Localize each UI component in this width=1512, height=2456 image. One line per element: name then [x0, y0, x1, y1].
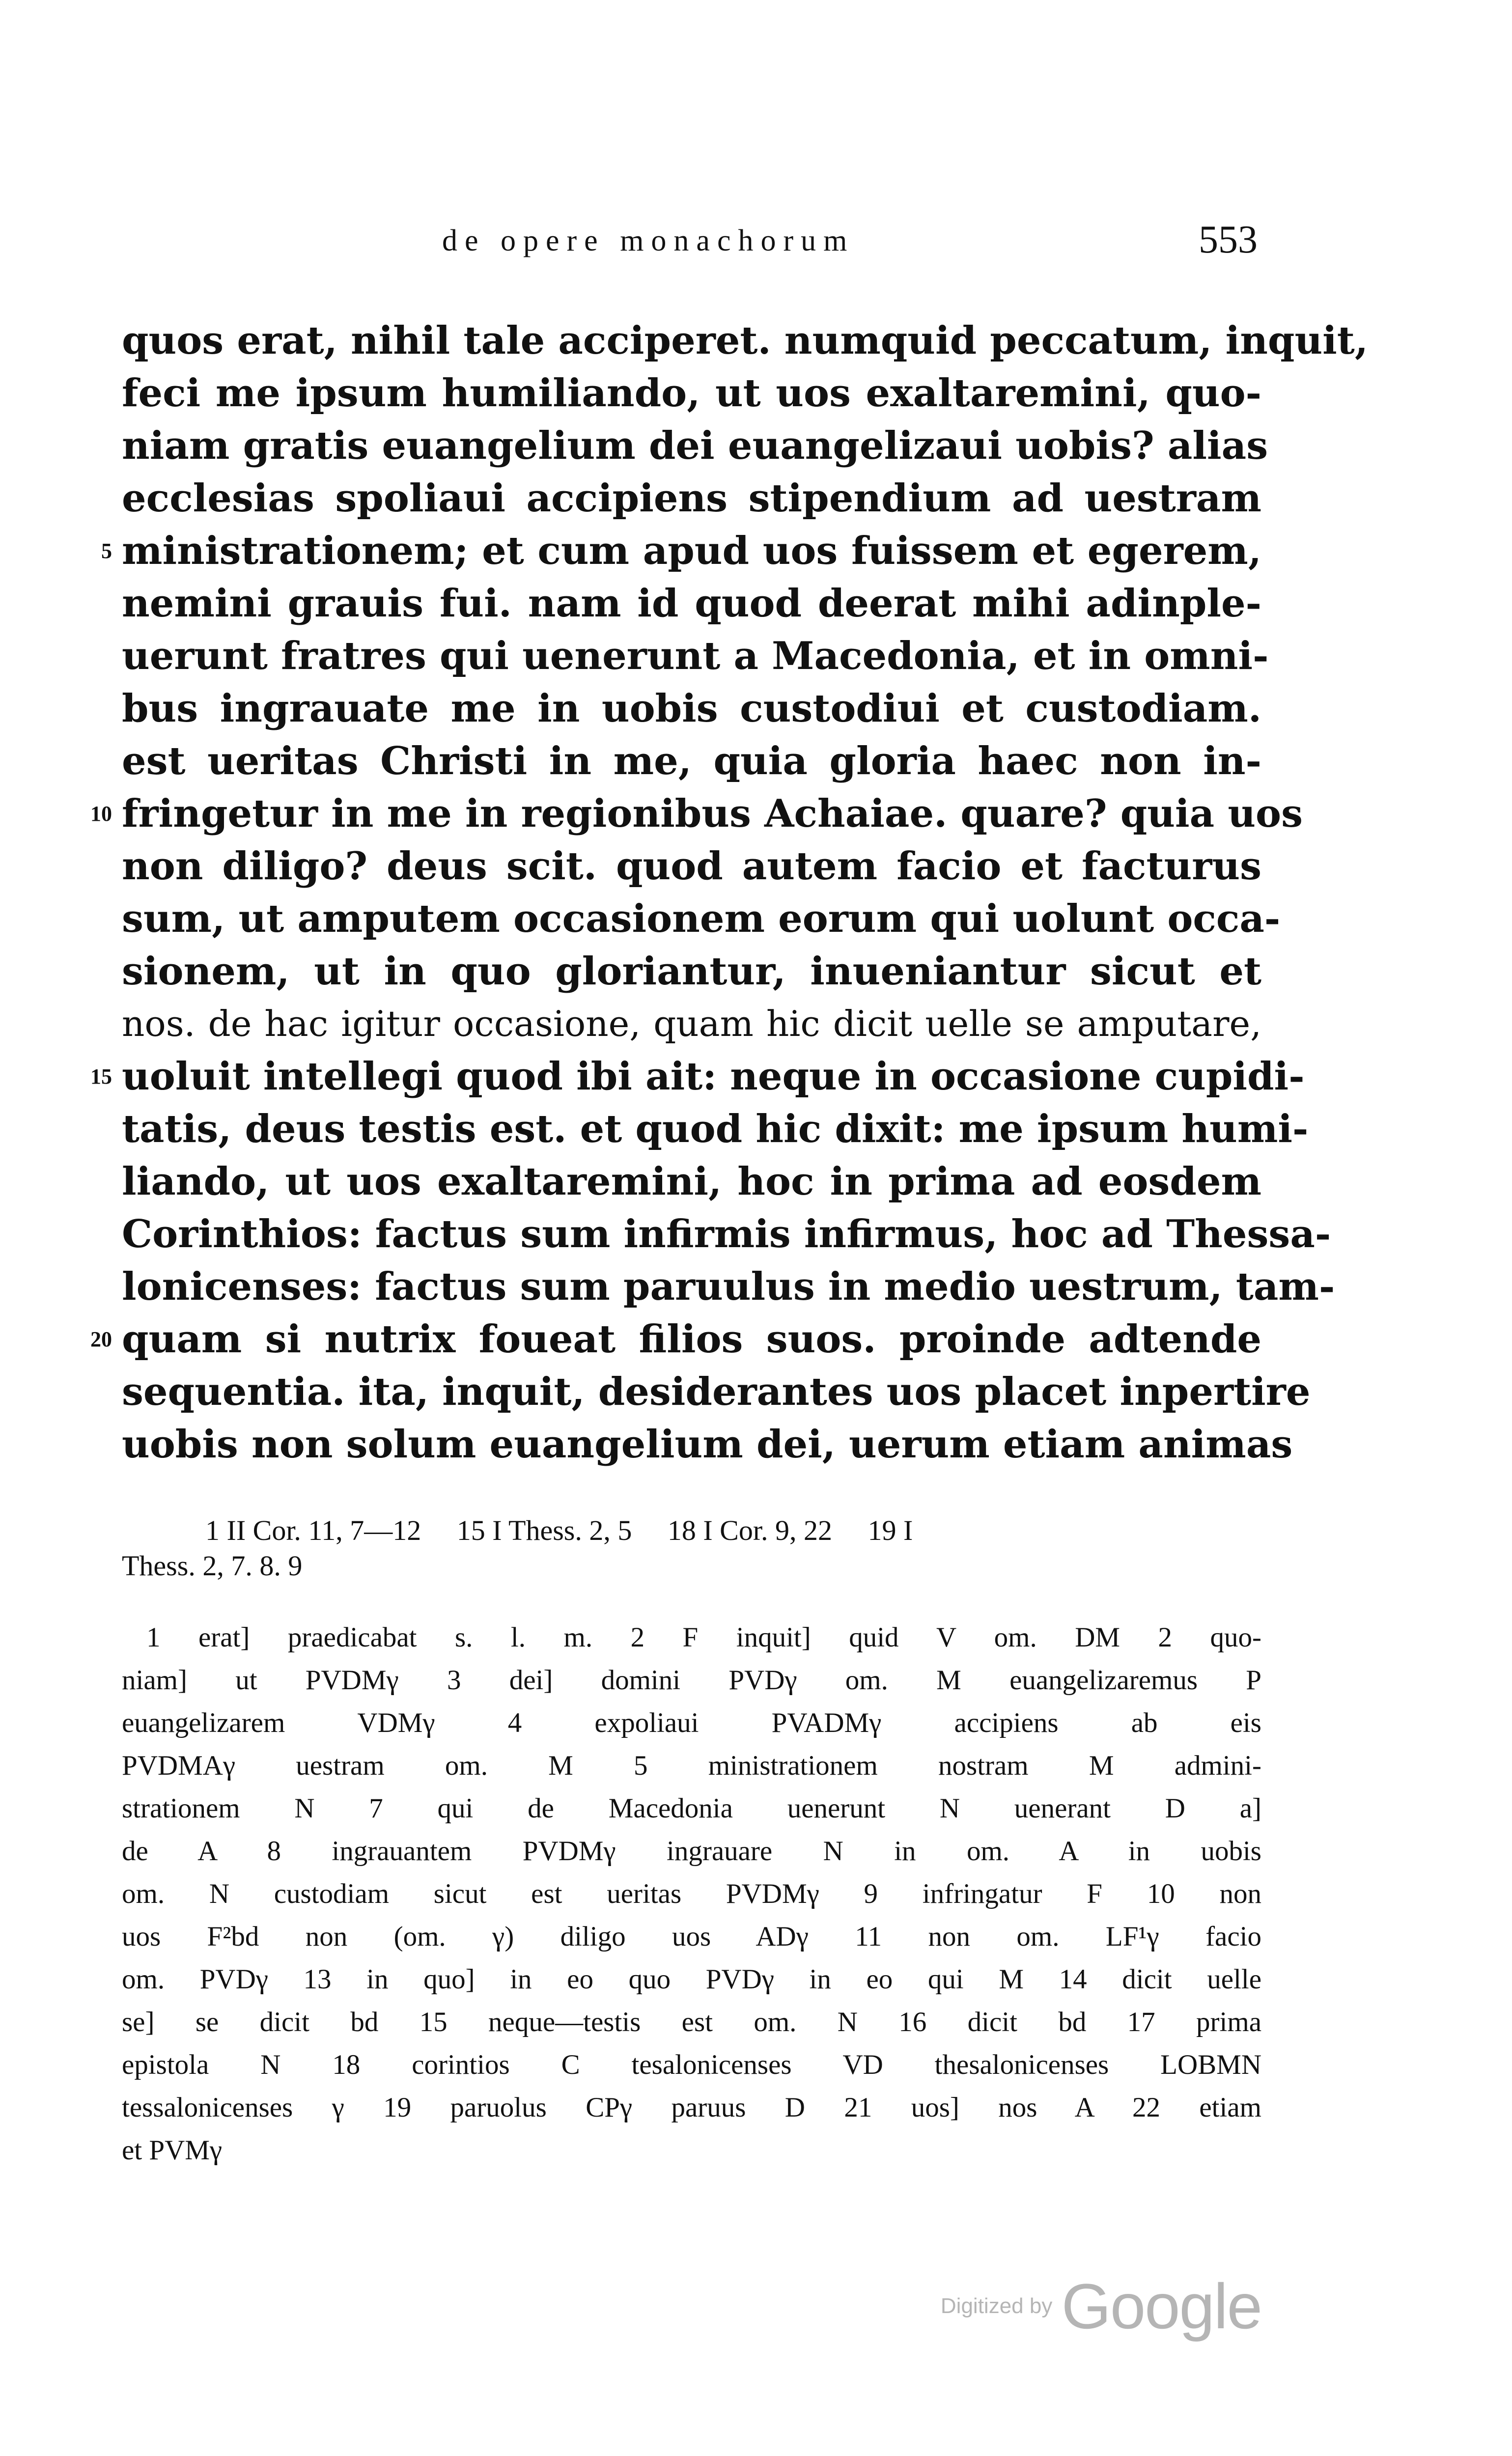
text-line: ministrationem; et cum apud uos fuissem et egerem,	[122, 529, 1261, 573]
apparatus-line: PVDMAγ uestram om. M 5 ministrationem nostram M admini-	[122, 1750, 1261, 1781]
text-line: liando, ut uos exaltaremini, hoc in prima ad eosdem	[122, 1159, 1261, 1204]
line-number: 5	[101, 539, 112, 563]
text-line: bus ingrauate me in uobis custodiui et custodiam.	[122, 686, 1261, 731]
text-line: uobis non solum euangelium dei, uerum etiam animas	[122, 1422, 1293, 1467]
running-title: de opere monachorum	[442, 224, 855, 257]
text-line: sequentia. ita, inquit, desiderantes uos placet inpertire	[122, 1369, 1311, 1414]
line-number: 15	[90, 1064, 112, 1088]
apparatus-line: epistola N 18 corintios C tesalonicenses VD thesalonicenses LOBMN	[122, 2049, 1261, 2080]
watermark-prefix: Digitized by	[940, 2294, 1053, 2318]
apparatus-line: euangelizarem VDMγ 4 expoliaui PVADMγ accipiens ab eis	[122, 1707, 1261, 1738]
digitized-watermark	[941, 2269, 1261, 2343]
text-line: niam gratis euangelium dei euangelizaui uobis? alias	[122, 423, 1268, 468]
text-line: lonicenses: factus sum paruulus in medio uestrum, tam-	[122, 1264, 1335, 1309]
page-header	[442, 218, 1258, 268]
text-line: non diligo? deus scit. quod autem facio et facturus	[122, 844, 1261, 889]
line-number: 20	[90, 1327, 112, 1351]
text-line: uerunt fratres qui uenerunt a Macedonia, et in omni-	[122, 634, 1269, 678]
apparatus-line: de A 8 ingrauantem PVDMγ ingrauare N in om. A in uobis	[122, 1836, 1261, 1867]
text-line: tatis, deus testis est. et quod hic dixit: me ipsum humi-	[122, 1107, 1309, 1151]
text-line: nemini grauis fui. nam id quod deerat mihi adinple-	[122, 581, 1261, 626]
apparatus-line: et PVMγ	[122, 2135, 223, 2166]
text-line: ecclesias spoliaui accipiens stipendium ad uestram	[122, 476, 1261, 521]
apparatus-line: 1 erat] praedicabat s. l. m. 2 F inquit] quid V om. DM 2 quo-	[146, 1622, 1261, 1653]
apparatus-line: tessalonicenses γ 19 paruolus CPγ paruus D 21 uos] nos A 22 etiam	[122, 2092, 1261, 2123]
text-line: quos erat, nihil tale acciperet. numquid peccatum, inquit,	[122, 318, 1368, 363]
apparatus-line: om. PVDγ 13 in quo] in eo quo PVDγ in eo qui M 14 dicit uelle	[122, 1964, 1261, 1995]
google-logo: Google	[1061, 2270, 1261, 2342]
apparatus-line: se] se dicit bd 15 neque—testis est om. N 16 dicit bd 17 prima	[122, 2007, 1261, 2037]
page-number: 553	[1199, 218, 1258, 261]
text-line: sionem, ut in quo gloriantur, inueniantur sicut et	[122, 949, 1261, 994]
text-line: nos. de hac igitur occasione, quam hic dicit uelle se amputare,	[122, 1003, 1261, 1044]
text-line: sum, ut amputem occasionem eorum qui uolunt occa-	[122, 896, 1281, 941]
line-number: 10	[90, 802, 112, 826]
text-line: quam si nutrix foueat filios suos. proinde adtende	[122, 1317, 1261, 1362]
apparatus-line: niam] ut PVDMγ 3 dei] domini PVDγ om. M euangelizaremus P	[122, 1665, 1261, 1696]
text-line: est ueritas Christi in me, quia gloria haec non in-	[122, 739, 1261, 783]
apparatus-line: strationem N 7 qui de Macedonia uenerunt N uenerant D a]	[122, 1793, 1261, 1824]
text-line: fringetur in me in regionibus Achaiae. quare? quia uos	[122, 791, 1303, 836]
text-line: feci me ipsum humiliando, ut uos exaltaremini, quo-	[122, 371, 1261, 416]
text-line: Corinthios: factus sum infirmis infirmus, hoc ad Thessa-	[122, 1212, 1331, 1256]
reference-line: 1 II Cor. 11, 7—12 15 I Thess. 2, 5 18 I Cor. 9, 22 19 I	[205, 1514, 913, 1546]
text-line: uoluit intellegi quod ibi ait: neque in occasione cupidi-	[122, 1054, 1305, 1099]
apparatus-line: om. N custodiam sicut est ueritas PVDMγ 9 infringatur F 10 non	[122, 1878, 1261, 1909]
reference-line: Thess. 2, 7. 8. 9	[122, 1550, 303, 1582]
apparatus-line: uos F²bd non (om. γ) diligo uos ADγ 11 non om. LF¹γ facio	[122, 1921, 1261, 1952]
